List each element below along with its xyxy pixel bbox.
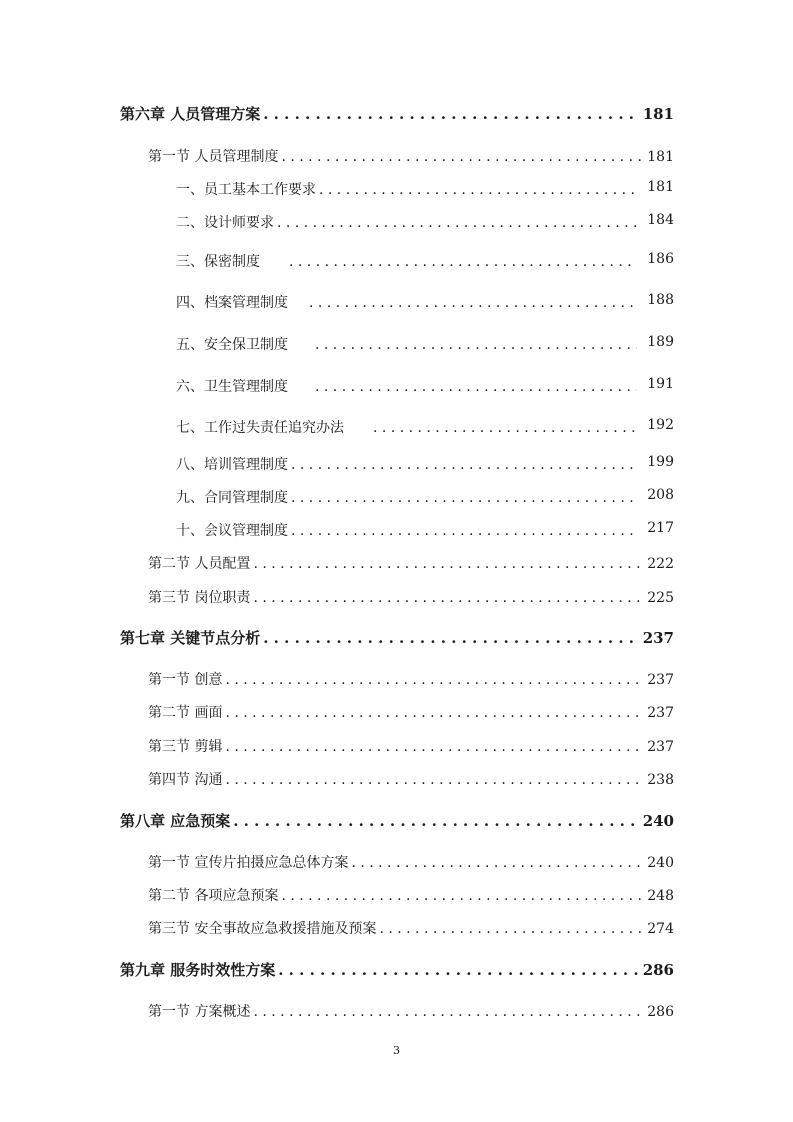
toc-entry-page: 181 bbox=[647, 149, 674, 165]
toc-entry-chapter[interactable] bbox=[120, 959, 674, 980]
toc-entry-page: 238 bbox=[647, 772, 674, 788]
toc-entry-title: 第三节 岗位职责 bbox=[148, 590, 251, 606]
toc-leader-dots bbox=[263, 105, 638, 123]
toc-leader-dots bbox=[289, 254, 637, 270]
toc-entry-title: 八、培训管理制度 bbox=[176, 457, 288, 473]
toc-entry-section[interactable] bbox=[148, 702, 674, 722]
toc-leader-dots bbox=[281, 149, 643, 165]
toc-entry-subsection[interactable] bbox=[176, 454, 674, 474]
toc-leader-dots bbox=[277, 215, 637, 231]
toc-leader-dots bbox=[291, 523, 637, 539]
toc-entry-page: 274 bbox=[647, 921, 674, 937]
toc-entry-page: 237 bbox=[647, 705, 674, 721]
toc-leader-dots bbox=[315, 337, 637, 353]
toc-entry-chapter[interactable] bbox=[120, 103, 674, 124]
page-number: 3 bbox=[393, 1044, 400, 1057]
toc-leader-dots bbox=[263, 629, 638, 647]
toc-entry-page: 188 bbox=[647, 292, 674, 308]
toc-entry-subsection[interactable] bbox=[176, 487, 674, 507]
toc-entry-section[interactable] bbox=[148, 736, 674, 756]
toc-leader-dots bbox=[253, 556, 643, 572]
toc-entry-title: 第六章 人员管理方案 bbox=[120, 105, 261, 123]
toc-entry-section[interactable] bbox=[148, 918, 674, 938]
toc-leader-dots bbox=[291, 490, 637, 506]
toc-entry-page: 240 bbox=[642, 812, 674, 830]
toc-entry-title: 二、设计师要求 bbox=[176, 215, 274, 231]
toc-entry-chapter[interactable] bbox=[120, 627, 674, 648]
toc-entry-title: 六、卫生管理制度 bbox=[176, 379, 288, 395]
toc-entry-page: 222 bbox=[647, 556, 674, 572]
toc-entry-title: 三、保密制度 bbox=[176, 254, 260, 270]
toc-entry-title: 第一节 创意 bbox=[148, 672, 223, 688]
toc-leader-dots bbox=[379, 921, 643, 937]
toc-entry-subsection[interactable] bbox=[176, 334, 674, 354]
toc-entry-title: 第三节 安全事故应急救援措施及预案 bbox=[148, 921, 377, 937]
toc-entry-page: 237 bbox=[647, 739, 674, 755]
toc-entry-subsection[interactable] bbox=[176, 251, 674, 271]
toc-entry-title: 四、档案管理制度 bbox=[176, 295, 288, 311]
toc-entry-page: 191 bbox=[647, 376, 674, 392]
toc-entry-title: 一、员工基本工作要求 bbox=[176, 182, 316, 198]
toc-entry-subsection[interactable] bbox=[176, 292, 674, 312]
toc-leader-dots bbox=[225, 672, 643, 688]
toc-entry-page: 217 bbox=[647, 520, 674, 536]
toc-entry-title: 五、安全保卫制度 bbox=[176, 337, 288, 353]
toc-entry-subsection[interactable] bbox=[176, 520, 674, 540]
toc-leader-dots bbox=[373, 420, 637, 436]
toc-entry-page: 186 bbox=[647, 251, 674, 267]
toc-entry-title: 第二节 画面 bbox=[148, 705, 223, 721]
toc-leader-dots bbox=[253, 590, 643, 606]
toc-entry-chapter[interactable] bbox=[120, 810, 674, 831]
toc-entry-title: 第八章 应急预案 bbox=[120, 812, 231, 830]
toc-leader-dots bbox=[253, 1004, 643, 1020]
toc-entry-page: 237 bbox=[647, 672, 674, 688]
toc-entry-section[interactable] bbox=[148, 553, 674, 573]
toc-entry-page: 225 bbox=[647, 590, 674, 606]
toc-entry-page: 286 bbox=[642, 961, 674, 979]
toc-entry-page: 240 bbox=[647, 855, 674, 871]
toc-entry-title: 第二节 各项应急预案 bbox=[148, 888, 279, 904]
toc-entry-page: 184 bbox=[647, 212, 674, 228]
toc-entry-title: 第一节 宣传片拍摄应急总体方案 bbox=[148, 855, 349, 871]
toc-entry-title: 十、会议管理制度 bbox=[176, 523, 288, 539]
toc-entry-subsection[interactable] bbox=[176, 179, 674, 199]
toc-leader-dots bbox=[319, 182, 637, 198]
toc-entry-page: 199 bbox=[647, 454, 674, 470]
toc-entry-title: 七、工作过失责任追究办法 bbox=[176, 420, 344, 436]
toc-entry-subsection[interactable] bbox=[176, 417, 674, 437]
toc-entry-title: 第三节 剪辑 bbox=[148, 739, 223, 755]
toc-entry-page: 237 bbox=[642, 629, 674, 647]
toc-entry-page: 189 bbox=[647, 334, 674, 350]
toc-leader-dots bbox=[291, 457, 637, 473]
toc-leader-dots bbox=[225, 705, 643, 721]
toc-entry-title: 第四节 沟通 bbox=[148, 772, 223, 788]
toc-entry-title: 九、合同管理制度 bbox=[176, 490, 288, 506]
toc-entry-title: 第一节 人员管理制度 bbox=[148, 149, 279, 165]
toc-entry-page: 192 bbox=[647, 417, 674, 433]
toc-leader-dots bbox=[309, 295, 637, 311]
toc-entry-section[interactable] bbox=[148, 1001, 674, 1021]
toc-entry-section[interactable] bbox=[148, 587, 674, 607]
toc-leader-dots bbox=[351, 855, 643, 871]
toc-entry-page: 208 bbox=[647, 487, 674, 503]
toc-entry-page: 181 bbox=[647, 179, 674, 195]
toc-entry-section[interactable] bbox=[148, 852, 674, 872]
toc-entry-title: 第一节 方案概述 bbox=[148, 1004, 251, 1020]
toc-leader-dots bbox=[278, 961, 638, 979]
toc-entry-title: 第九章 服务时效性方案 bbox=[120, 961, 276, 979]
toc-entry-title: 第七章 关键节点分析 bbox=[120, 629, 261, 647]
toc-leader-dots bbox=[225, 739, 643, 755]
toc-leader-dots bbox=[315, 379, 637, 395]
toc-leader-dots bbox=[281, 888, 643, 904]
toc-entry-subsection[interactable] bbox=[176, 376, 674, 396]
toc-entry-section[interactable] bbox=[148, 769, 674, 789]
toc-entry-section[interactable] bbox=[148, 885, 674, 905]
toc-entry-page: 181 bbox=[642, 105, 674, 123]
toc-leader-dots bbox=[225, 772, 643, 788]
toc-entry-page: 248 bbox=[647, 888, 674, 904]
toc-entry-section[interactable] bbox=[148, 146, 674, 166]
toc-entry-subsection[interactable] bbox=[176, 212, 674, 232]
toc-entry-section[interactable] bbox=[148, 669, 674, 689]
toc-entry-page: 286 bbox=[647, 1004, 674, 1020]
toc-entry-title: 第二节 人员配置 bbox=[148, 556, 251, 572]
toc-leader-dots bbox=[233, 812, 638, 830]
